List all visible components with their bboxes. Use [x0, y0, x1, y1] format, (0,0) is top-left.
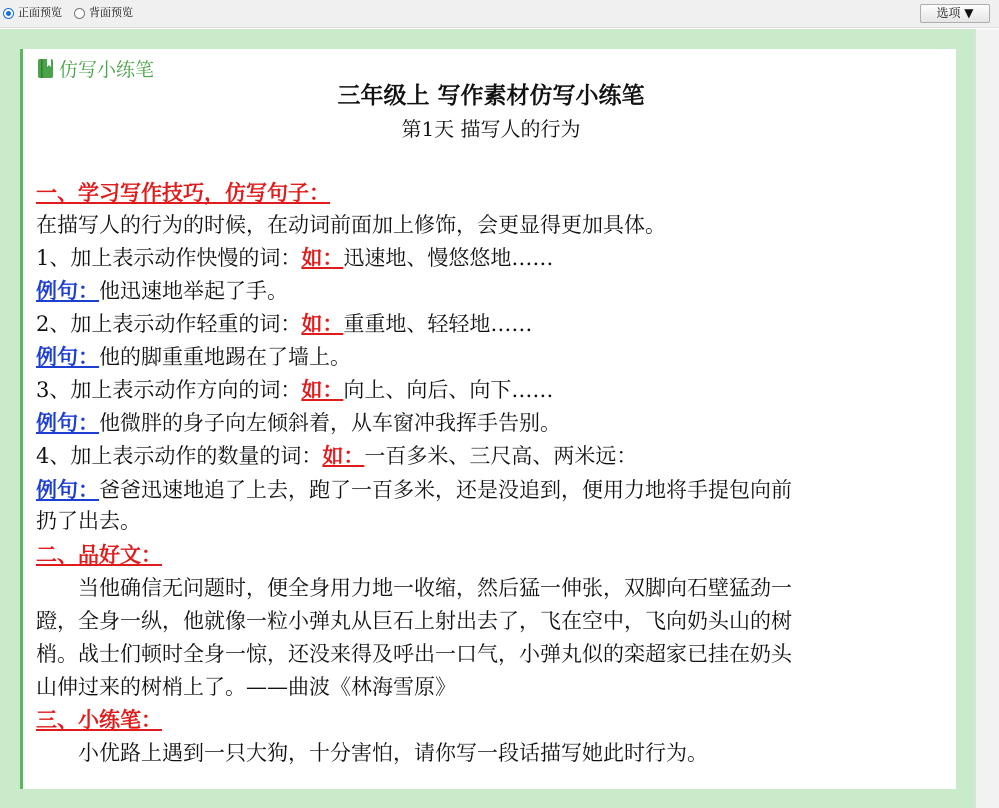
example-text: 爸爸迅速地追了上去，跑了一百多米，还是没追到，便用力地将手提包向前 — [99, 478, 792, 502]
ru-label: 如： — [301, 311, 344, 336]
options-dropdown-button[interactable]: 选项 ▼ — [920, 4, 990, 23]
example-text: 他的脚重重地踢在了墙上。 — [99, 345, 351, 369]
preview-toolbar — [0, 0, 999, 28]
section-heading-3: 三、小练笔： — [36, 707, 162, 732]
example-text: 他迅速地举起了手。 — [99, 279, 288, 303]
technique-item — [36, 244, 553, 272]
technique-examples: 向上、向后、向下…… — [343, 378, 554, 402]
technique-examples: 迅速地、慢悠悠地…… — [343, 246, 554, 270]
example-sentence — [36, 277, 288, 305]
passage-line: 梢。战士们顿时全身一惊，还没来得及呼出一口气，小弹丸似的栾超家已挂在奶头 — [36, 642, 792, 666]
technique-item — [36, 442, 637, 470]
technique-text: 2、加上表示动作轻重的词： — [36, 312, 302, 336]
example-text: 他微胖的身子向左倾斜着，从车窗冲我挥手告别。 — [99, 411, 561, 435]
section-heading-1: 一、学习写作技巧，仿写句子： — [36, 180, 330, 205]
passage-line: 山伸过来的树梢上了。——曲波《林海雪原》 — [36, 675, 456, 699]
ru-label: 如： — [301, 377, 344, 402]
technique-examples: 一百多米、三尺高、两米远： — [364, 444, 638, 468]
ru-label: 如： — [301, 245, 344, 270]
doc-subtitle: 第1天 描写人的行为 — [401, 117, 581, 141]
technique-text: 1、加上表示动作快慢的词： — [36, 246, 302, 270]
ru-label: 如： — [322, 443, 365, 468]
li-label: 例句： — [36, 278, 99, 303]
passage-line: 蹬，全身一纵，他就像一粒小弹丸从巨石上射出去了，飞在空中，飞向奶头山的树 — [36, 609, 792, 633]
book-icon — [38, 59, 53, 78]
technique-examples: 重重地、轻轻地…… — [343, 312, 533, 336]
document-page — [20, 49, 956, 789]
li-label: 例句： — [36, 410, 99, 435]
li-label: 例句： — [36, 344, 99, 369]
intro-text: 在描写人的行为的时候，在动词前面加上修饰，会更显得更加具体。 — [36, 213, 666, 237]
radio-unselected-icon[interactable] — [74, 8, 85, 19]
example-sentence — [36, 343, 351, 371]
technique-item — [36, 310, 532, 338]
example-sentence — [36, 476, 792, 504]
badge-label: 仿写小练笔 — [59, 59, 155, 81]
front-preview-label: 正面预览 — [18, 6, 62, 19]
section-heading-2: 二、品好文： — [36, 542, 162, 567]
back-preview-radio[interactable] — [74, 5, 133, 21]
technique-item — [36, 376, 553, 404]
vertical-scrollbar[interactable] — [975, 29, 999, 808]
practice-prompt: 小优路上遇到一只大狗，十分害怕，请你写一段话描写她此时行为。 — [78, 741, 708, 765]
radio-selected-icon[interactable] — [3, 8, 14, 19]
front-preview-radio[interactable] — [3, 5, 62, 21]
li-label: 例句： — [36, 477, 99, 502]
example-sentence — [36, 409, 561, 437]
example-continuation: 扔了出去。 — [36, 509, 141, 533]
technique-text: 3、加上表示动作方向的词： — [36, 378, 302, 402]
doc-title: 三年级上 写作素材仿写小练笔 — [337, 82, 645, 109]
back-preview-label: 背面预览 — [89, 6, 133, 19]
technique-text: 4、加上表示动作的数量的词： — [36, 444, 323, 468]
passage-line: 当他确信无问题时，便全身用力地一收缩，然后猛一伸张，双脚向石壁猛劲一 — [78, 576, 792, 600]
